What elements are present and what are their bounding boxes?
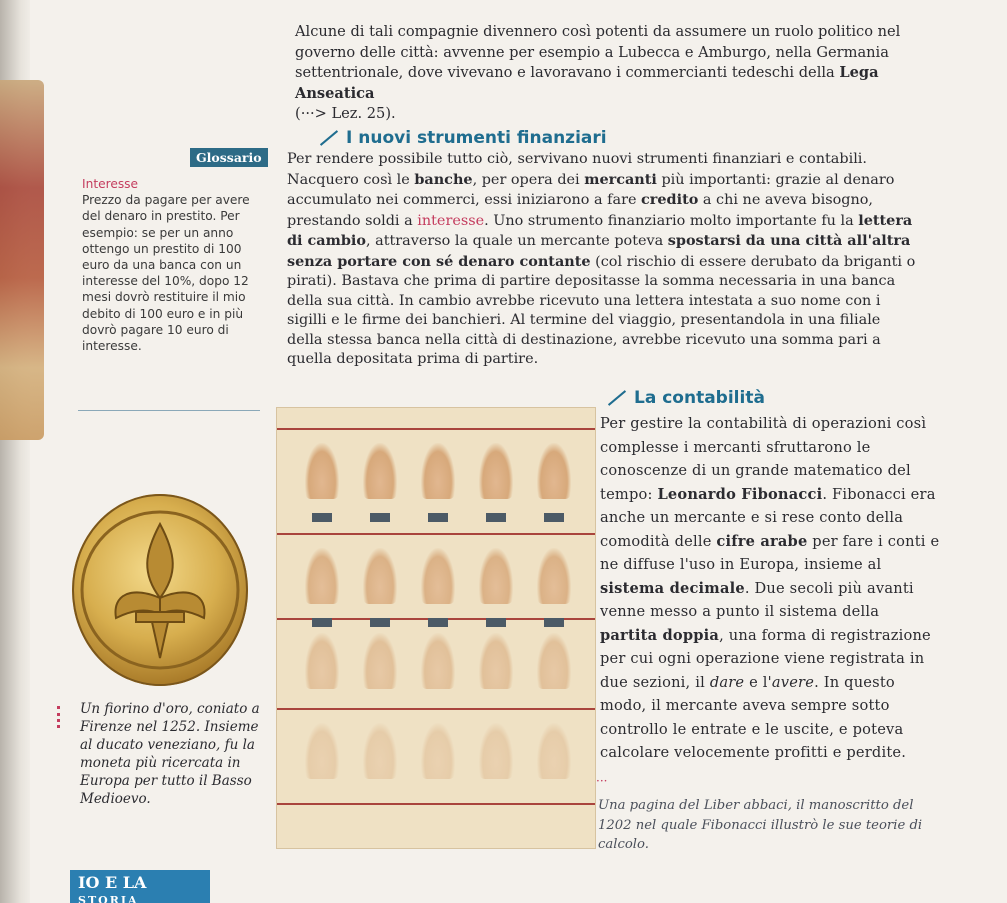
sleeve-cuff: [370, 618, 390, 627]
text-run: e l': [744, 673, 772, 691]
text-run: mercanti: [584, 170, 657, 188]
counting-hand-illustration: [363, 633, 397, 689]
glossary-badge: Glossario: [190, 148, 268, 167]
manuscript-rule: [277, 533, 595, 535]
fresco-image-fragment: [0, 80, 44, 440]
counting-hand-illustration: [421, 633, 455, 689]
counting-hand-illustration: [537, 548, 571, 604]
text-run: (col rischio di essere derubato da briganti o pirati). Bastava che prima di partire depositasse la somma necessaria in una banca della sua città. In cambio avrebbe ricevuto una lettera intestata a suo nome con i sigilli e le firme dei banchieri. Al termine del viaggio, presentandola in una filiale della stessa banca nella città di destinazione, avrebbe ricevuto una somma pari a quella depositata prima di partire.: [287, 253, 916, 367]
text-run: interesse: [417, 212, 485, 229]
sleeve-cuff: [312, 618, 332, 627]
manuscript-rule: [277, 803, 595, 805]
counting-hand-illustration: [537, 443, 571, 499]
glossary-box: [82, 176, 262, 354]
manuscript-caption: Una pagina del Liber abbaci, il manoscritto del 1202 nel quale Fibonacci illustrò le sue teorie di calcolo.: [598, 798, 923, 852]
intro-paragraph: Alcune di tali compagnie divennero così potenti da assumere un ruolo politico nel governo delle città: avvenne per esempio a Lubecca e Amburgo, nella Germania settentrionale, dove vivevano e lavoravano i commercianti tedeschi della Lega Anseatica (···> Lez. 25).: [295, 23, 901, 122]
text-run: avere: [771, 673, 815, 691]
heading-contabilita: La contabilità: [606, 388, 765, 408]
sleeve-cuff: [544, 513, 564, 522]
text-run: credito: [641, 191, 699, 208]
heading-strumenti-finanziari: I nuovi strumenti finanziari: [318, 128, 607, 148]
paragraph-strumenti-finanziari: [287, 150, 919, 370]
counting-hand-illustration: [305, 548, 339, 604]
text-run: . Due secoli più avanti venne messo a punto il sistema della: [600, 579, 914, 620]
text-run: per fare i conti e ne diffuse l'uso in Europa, insieme al: [600, 532, 940, 573]
sleeve-cuff: [428, 618, 448, 627]
text-run: Leonardo Fibonacci: [657, 485, 823, 503]
text-run: , per opera dei: [472, 171, 585, 188]
sleeve-cuff: [428, 513, 448, 522]
glossary-definition: Prezzo da pagare per avere del denaro in prestito. Per esempio: se per un anno ottengo un prestito di 100 euro da una banca con un interesse del 10%, dopo 12 mesi dovrò restituire il mio debito di 100 euro e in più dovrò pagare 10 euro di interesse.: [82, 193, 250, 354]
text-run: , attraverso la quale un mercante poteva: [365, 233, 668, 249]
sleeve-cuff: [544, 618, 564, 627]
glossary-term: Interesse: [82, 177, 139, 191]
footer-badge: IO E LA STORIA: [70, 870, 210, 903]
counting-hand-illustration: [363, 723, 397, 779]
text-run: . Uno strumento finanziario molto importante fu la: [484, 212, 859, 229]
counting-hand-illustration: [305, 633, 339, 689]
counting-hand-illustration: [421, 548, 455, 604]
lesson-reference[interactable]: (···> Lez. 25).: [295, 105, 396, 122]
text-run: . In questo modo, il mercante aveva sempre sotto controllo le entrate e le uscite, e poteva calcolare velocemente profitti e perdite.: [600, 673, 907, 761]
manuscript-rule: [277, 428, 595, 430]
text-run: partita doppia: [600, 626, 720, 644]
paragraph-contabilita: [600, 412, 940, 765]
text-run: a chi ne aveva bisogno, prestando soldi a: [287, 192, 874, 229]
counting-hand-illustration: [363, 548, 397, 604]
lega-anseatica-term: Lega Anseatica: [295, 64, 879, 102]
text-run: più importanti: grazie al denaro accumulato nei commerci, essi iniziarono a fare: [287, 171, 895, 208]
text-run: lettera di cambio: [287, 211, 913, 249]
counting-hand-illustration: [363, 443, 397, 499]
caption-ellipsis-icon: ···: [596, 774, 608, 788]
fleur-de-lis-icon: [72, 494, 248, 686]
counting-hand-illustration: [305, 723, 339, 779]
text-run: Per rendere possibile tutto ciò, servivano nuovi strumenti finanziari e contabili. Nacquero così le: [287, 151, 867, 188]
text-run: . Fibonacci era anche un mercante e si rese conto della comodità delle: [600, 485, 936, 550]
counting-hand-illustration: [479, 443, 513, 499]
text-run: , una forma di registrazione per cui ogni operazione viene registrata in due sezioni, il: [600, 626, 931, 691]
text-run: spostarsi da una città all'altra senza portare con sé denaro contante: [287, 232, 911, 270]
text-run: banche: [414, 170, 473, 188]
counting-hand-illustration: [421, 443, 455, 499]
counting-hand-illustration: [537, 633, 571, 689]
manuscript-rule: [277, 708, 595, 710]
caption-marker-icon: [57, 706, 66, 728]
sleeve-cuff: [312, 513, 332, 522]
counting-hand-illustration: [479, 633, 513, 689]
text-run: cifre arabe: [716, 532, 808, 550]
counting-hand-illustration: [479, 548, 513, 604]
glossary-divider: [78, 410, 260, 411]
florin-caption: Un fiorino d'oro, coniato a Firenze nel 1252. Insieme al ducato veneziano, fu la moneta più ricercata in Europa per tutto il Basso Medioevo.: [80, 701, 260, 807]
counting-hand-illustration: [305, 443, 339, 499]
sleeve-cuff: [370, 513, 390, 522]
gold-florin-image: [72, 494, 248, 686]
counting-hand-illustration: [421, 723, 455, 779]
counting-hand-illustration: [537, 723, 571, 779]
counting-hand-illustration: [479, 723, 513, 779]
text-run: dare: [709, 673, 745, 691]
sleeve-cuff: [486, 513, 506, 522]
text-run: Per gestire la contabilità di operazioni così complesse i mercanti sfruttarono le conoscenze di un grande matematico del tempo:: [600, 415, 927, 503]
liber-abbaci-manuscript-image: [276, 407, 596, 849]
sleeve-cuff: [486, 618, 506, 627]
text-run: sistema decimale: [600, 579, 745, 597]
